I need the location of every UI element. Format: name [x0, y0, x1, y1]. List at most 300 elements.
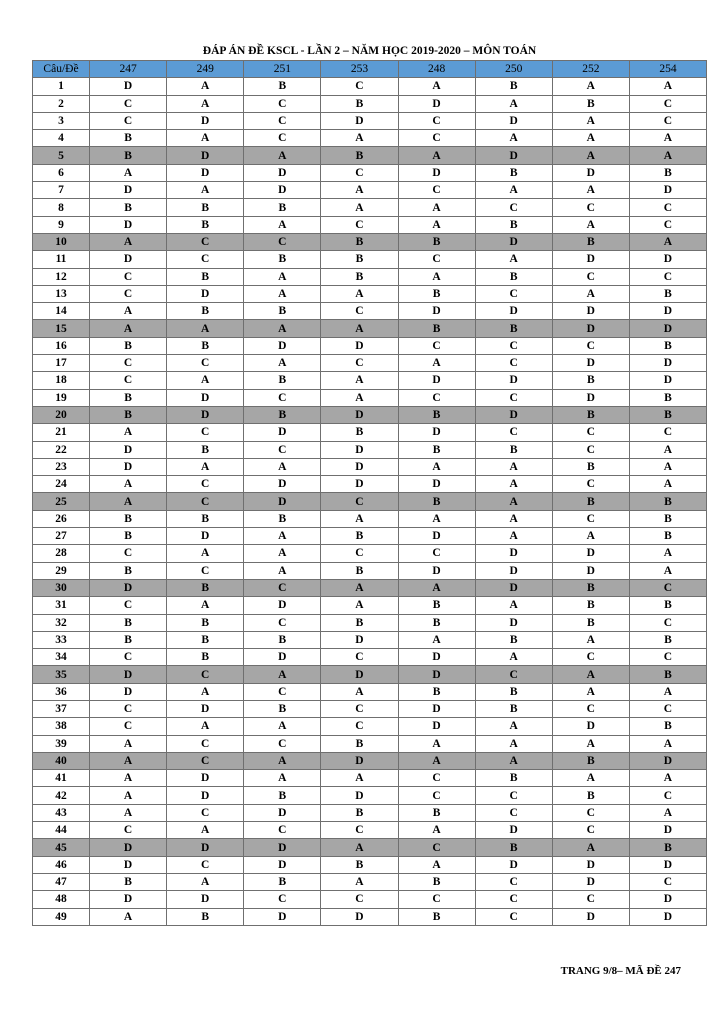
answer-cell: B [552, 752, 629, 769]
table-row [33, 424, 707, 441]
answer-cell: A [244, 562, 321, 579]
page-footer: TRANG 9/8– MÃ ĐỀ 247 [560, 965, 681, 977]
answer-cell: C [629, 579, 706, 596]
question-number-cell: 3 [33, 112, 90, 129]
header-code-248: 248 [398, 61, 475, 78]
answer-cell: A [398, 510, 475, 527]
answer-cell: B [398, 683, 475, 700]
answer-cell: C [475, 787, 552, 804]
answer-cell: D [475, 147, 552, 164]
answer-cell: D [552, 355, 629, 372]
answer-cell: D [167, 700, 244, 717]
header-code-249: 249 [167, 61, 244, 78]
question-number-cell: 34 [33, 649, 90, 666]
table-row [33, 597, 707, 614]
answer-cell: D [398, 303, 475, 320]
answer-cell: B [398, 908, 475, 925]
answer-cell: C [475, 873, 552, 890]
answer-cell: A [244, 320, 321, 337]
answer-cell: B [629, 839, 706, 856]
answer-cell: D [244, 839, 321, 856]
answer-cell: B [629, 337, 706, 354]
answer-cell: B [398, 285, 475, 302]
answer-cell: D [244, 164, 321, 181]
answer-cell: D [321, 631, 398, 648]
answer-cell: D [90, 182, 167, 199]
answer-cell: B [475, 216, 552, 233]
answer-cell: B [398, 233, 475, 250]
answer-cell: A [244, 458, 321, 475]
question-number-cell: 22 [33, 441, 90, 458]
answer-cell: C [629, 424, 706, 441]
answer-cell: A [398, 268, 475, 285]
answer-cell: A [90, 476, 167, 493]
table-row [33, 164, 707, 181]
answer-cell: A [90, 493, 167, 510]
answer-cell: A [321, 182, 398, 199]
answer-cell: B [90, 562, 167, 579]
answer-cell: B [321, 268, 398, 285]
question-number-cell: 24 [33, 476, 90, 493]
answer-cell: B [244, 873, 321, 890]
answer-cell: D [629, 182, 706, 199]
question-number-cell: 6 [33, 164, 90, 181]
table-row [33, 822, 707, 839]
answer-cell: D [475, 406, 552, 423]
answer-cell: C [90, 355, 167, 372]
answer-cell: A [398, 458, 475, 475]
question-number-cell: 44 [33, 822, 90, 839]
answer-cell: B [475, 839, 552, 856]
answer-cell: A [167, 372, 244, 389]
answer-cell: A [244, 770, 321, 787]
question-number-cell: 7 [33, 182, 90, 199]
answer-cell: A [167, 95, 244, 112]
table-row [33, 666, 707, 683]
answer-cell: C [629, 95, 706, 112]
answer-cell: C [167, 666, 244, 683]
question-number-cell: 18 [33, 372, 90, 389]
answer-cell: A [552, 839, 629, 856]
table-row [33, 285, 707, 302]
answer-cell: C [475, 804, 552, 821]
table-row [33, 406, 707, 423]
answer-cell: C [167, 735, 244, 752]
answer-cell: D [629, 303, 706, 320]
question-number-cell: 35 [33, 666, 90, 683]
answer-cell: D [167, 528, 244, 545]
answer-cell: B [398, 441, 475, 458]
answer-cell: D [475, 856, 552, 873]
answer-cell: A [90, 303, 167, 320]
answer-cell: D [475, 822, 552, 839]
answer-cell: D [552, 545, 629, 562]
answer-cell: B [475, 683, 552, 700]
answer-cell: D [244, 804, 321, 821]
answer-cell: A [475, 458, 552, 475]
answer-cell: B [398, 493, 475, 510]
answer-cell: C [244, 683, 321, 700]
question-number-cell: 42 [33, 787, 90, 804]
answer-cell: A [167, 182, 244, 199]
answer-cell: B [167, 614, 244, 631]
answer-cell: D [629, 372, 706, 389]
answer-cell: D [90, 839, 167, 856]
answer-cell: B [167, 216, 244, 233]
answer-cell: D [90, 441, 167, 458]
table-row [33, 614, 707, 631]
answer-cell: D [321, 458, 398, 475]
table-row [33, 112, 707, 129]
answer-cell: A [475, 493, 552, 510]
table-row [33, 182, 707, 199]
answer-cell: A [552, 78, 629, 95]
answer-cell: B [321, 528, 398, 545]
answer-cell: D [552, 856, 629, 873]
answer-cell: D [90, 666, 167, 683]
answer-cell: C [244, 112, 321, 129]
question-number-cell: 16 [33, 337, 90, 354]
question-number-cell: 29 [33, 562, 90, 579]
table-row [33, 735, 707, 752]
table-row [33, 147, 707, 164]
answer-cell: D [167, 285, 244, 302]
question-number-cell: 20 [33, 406, 90, 423]
answer-cell: B [629, 164, 706, 181]
answer-cell: A [552, 182, 629, 199]
question-number-cell: 25 [33, 493, 90, 510]
answer-cell: A [552, 112, 629, 129]
answer-cell: D [475, 579, 552, 596]
answer-cell: A [475, 735, 552, 752]
answer-cell: D [398, 372, 475, 389]
answer-cell: A [629, 804, 706, 821]
question-number-cell: 36 [33, 683, 90, 700]
answer-cell: B [629, 389, 706, 406]
answer-cell: A [321, 873, 398, 890]
answer-cell: A [629, 770, 706, 787]
question-number-cell: 19 [33, 389, 90, 406]
answer-cell: A [629, 458, 706, 475]
answer-cell: C [244, 822, 321, 839]
answer-cell: C [321, 822, 398, 839]
answer-cell: B [475, 441, 552, 458]
table-row [33, 700, 707, 717]
answer-cell: A [321, 839, 398, 856]
answer-cell: B [552, 406, 629, 423]
answer-cell: C [398, 891, 475, 908]
answer-cell: B [321, 147, 398, 164]
answer-cell: B [321, 804, 398, 821]
answer-cell: B [90, 406, 167, 423]
answer-cell: B [552, 579, 629, 596]
answer-cell: A [90, 164, 167, 181]
answer-cell: D [398, 718, 475, 735]
answer-cell: D [90, 856, 167, 873]
answer-cell: B [552, 233, 629, 250]
answer-cell: C [398, 251, 475, 268]
answer-cell: A [629, 562, 706, 579]
answer-cell: B [475, 770, 552, 787]
answer-cell: C [552, 700, 629, 717]
answer-cell: B [167, 908, 244, 925]
answer-cell: D [321, 752, 398, 769]
header-question: Câu/Đề [33, 61, 90, 78]
answer-cell: A [475, 510, 552, 527]
question-number-cell: 43 [33, 804, 90, 821]
answer-cell: C [475, 337, 552, 354]
answer-cell: C [629, 873, 706, 890]
table-row [33, 199, 707, 216]
answer-cell: A [321, 320, 398, 337]
table-row [33, 216, 707, 233]
answer-cell: C [629, 700, 706, 717]
answer-cell: B [629, 597, 706, 614]
answer-cell: B [90, 528, 167, 545]
answer-cell: C [167, 355, 244, 372]
answer-cell: A [629, 78, 706, 95]
answer-cell: C [321, 493, 398, 510]
answer-cell: B [167, 510, 244, 527]
answer-cell: D [244, 424, 321, 441]
table-row [33, 770, 707, 787]
header-code-251: 251 [244, 61, 321, 78]
answer-cell: C [321, 78, 398, 95]
table-row [33, 579, 707, 596]
answer-cell: C [475, 424, 552, 441]
answer-cell: B [475, 631, 552, 648]
answer-cell: B [475, 268, 552, 285]
header-code-252: 252 [552, 61, 629, 78]
answer-cell: B [475, 700, 552, 717]
answer-cell: A [475, 95, 552, 112]
answer-cell: D [552, 320, 629, 337]
table-row [33, 78, 707, 95]
answer-cell: A [321, 199, 398, 216]
answer-cell: D [552, 562, 629, 579]
answer-cell: C [244, 130, 321, 147]
question-number-cell: 47 [33, 873, 90, 890]
answer-cell: B [244, 303, 321, 320]
table-row [33, 510, 707, 527]
answer-cell: A [629, 147, 706, 164]
answer-cell: B [552, 787, 629, 804]
table-row [33, 493, 707, 510]
answer-cell: C [90, 95, 167, 112]
answer-cell: D [244, 649, 321, 666]
answer-cell: C [475, 891, 552, 908]
table-row [33, 839, 707, 856]
table-row [33, 562, 707, 579]
answer-cell: C [398, 112, 475, 129]
answer-cell: C [629, 199, 706, 216]
answer-cell: D [629, 355, 706, 372]
answer-cell: B [552, 493, 629, 510]
answer-cell: A [90, 233, 167, 250]
answer-cell: A [629, 233, 706, 250]
answer-cell: D [90, 251, 167, 268]
answer-cell: D [398, 528, 475, 545]
answer-cell: B [167, 268, 244, 285]
answer-cell: D [552, 908, 629, 925]
answer-cell: A [629, 441, 706, 458]
table-row [33, 752, 707, 769]
answer-cell: C [321, 700, 398, 717]
answer-cell: B [398, 804, 475, 821]
answer-cell: C [398, 389, 475, 406]
answer-cell: D [90, 579, 167, 596]
answer-cell: C [244, 389, 321, 406]
answer-cell: C [321, 891, 398, 908]
answer-cell: C [244, 233, 321, 250]
answer-cell: C [90, 372, 167, 389]
answer-cell: D [167, 147, 244, 164]
answer-cell: C [244, 95, 321, 112]
answer-cell: A [475, 718, 552, 735]
answer-cell: C [90, 285, 167, 302]
answer-cell: A [90, 804, 167, 821]
answer-cell: A [321, 597, 398, 614]
answer-cell: D [475, 562, 552, 579]
table-row [33, 303, 707, 320]
answer-cell: D [321, 476, 398, 493]
answer-cell: C [629, 787, 706, 804]
table-row [33, 337, 707, 354]
answer-cell: D [244, 182, 321, 199]
answer-cell: A [167, 873, 244, 890]
answer-cell: C [552, 804, 629, 821]
answer-cell: B [398, 614, 475, 631]
answer-cell: C [244, 735, 321, 752]
answer-cell: A [321, 683, 398, 700]
answer-cell: C [90, 822, 167, 839]
header-code-250: 250 [475, 61, 552, 78]
answer-cell: C [552, 199, 629, 216]
answer-cell: A [552, 130, 629, 147]
answer-cell: A [90, 424, 167, 441]
answer-cell: C [398, 130, 475, 147]
answer-cell: B [321, 562, 398, 579]
answer-cell: D [398, 700, 475, 717]
answer-cell: A [321, 579, 398, 596]
answer-cell: A [475, 130, 552, 147]
answer-cell: D [90, 458, 167, 475]
answer-cell: C [321, 545, 398, 562]
answer-cell: D [244, 337, 321, 354]
answer-cell: A [244, 216, 321, 233]
question-number-cell: 2 [33, 95, 90, 112]
answer-cell: C [321, 216, 398, 233]
answer-cell: D [552, 718, 629, 735]
question-number-cell: 37 [33, 700, 90, 717]
question-number-cell: 33 [33, 631, 90, 648]
answer-cell: B [475, 320, 552, 337]
answer-cell: B [552, 614, 629, 631]
answer-cell: C [244, 614, 321, 631]
table-body [33, 78, 707, 926]
answer-cell: B [629, 510, 706, 527]
answer-cell: D [90, 891, 167, 908]
answer-cell: D [321, 787, 398, 804]
answer-cell: A [629, 545, 706, 562]
answer-cell: D [167, 406, 244, 423]
answer-cell: C [398, 770, 475, 787]
answer-cell: B [244, 251, 321, 268]
answer-cell: C [552, 510, 629, 527]
answer-cell: A [475, 597, 552, 614]
answer-cell: B [398, 873, 475, 890]
answer-cell: C [398, 545, 475, 562]
answer-cell: B [90, 873, 167, 890]
answer-cell: C [475, 666, 552, 683]
answer-cell: C [90, 718, 167, 735]
answer-cell: B [167, 199, 244, 216]
table-row [33, 856, 707, 873]
answer-cell: D [321, 908, 398, 925]
question-number-cell: 27 [33, 528, 90, 545]
answer-cell: A [321, 510, 398, 527]
answer-cell: B [167, 649, 244, 666]
answer-cell: C [398, 182, 475, 199]
answer-cell: D [167, 389, 244, 406]
answer-cell: B [629, 631, 706, 648]
answer-cell: A [244, 752, 321, 769]
answer-cell: C [475, 389, 552, 406]
table-row [33, 441, 707, 458]
answer-cell: C [167, 233, 244, 250]
answer-cell: A [167, 130, 244, 147]
answer-cell: B [398, 406, 475, 423]
answer-cell: D [167, 839, 244, 856]
answer-cell: D [629, 856, 706, 873]
table-row [33, 233, 707, 250]
answer-cell: A [167, 78, 244, 95]
table-row [33, 545, 707, 562]
answer-cell: A [244, 718, 321, 735]
answer-cell: A [321, 372, 398, 389]
answer-cell: A [398, 199, 475, 216]
answer-cell: D [321, 666, 398, 683]
answer-cell: C [90, 700, 167, 717]
answer-cell: A [244, 268, 321, 285]
answer-cell: B [321, 424, 398, 441]
answer-cell: D [398, 666, 475, 683]
answer-cell: B [90, 389, 167, 406]
answer-cell: A [475, 649, 552, 666]
answer-cell: A [244, 666, 321, 683]
table-row [33, 389, 707, 406]
header-code-254: 254 [629, 61, 706, 78]
answer-cell: B [90, 147, 167, 164]
answer-cell: A [475, 528, 552, 545]
answer-cell: D [321, 112, 398, 129]
answer-cell: C [629, 268, 706, 285]
answer-cell: C [629, 649, 706, 666]
answer-cell: B [321, 614, 398, 631]
answer-cell: C [398, 787, 475, 804]
answer-cell: A [552, 631, 629, 648]
question-number-cell: 12 [33, 268, 90, 285]
question-number-cell: 4 [33, 130, 90, 147]
question-number-cell: 31 [33, 597, 90, 614]
answer-cell: A [398, 735, 475, 752]
answer-cell: D [552, 251, 629, 268]
answer-cell: C [552, 822, 629, 839]
question-number-cell: 45 [33, 839, 90, 856]
answer-cell: A [552, 735, 629, 752]
answer-cell: D [629, 908, 706, 925]
answer-cell: A [552, 528, 629, 545]
